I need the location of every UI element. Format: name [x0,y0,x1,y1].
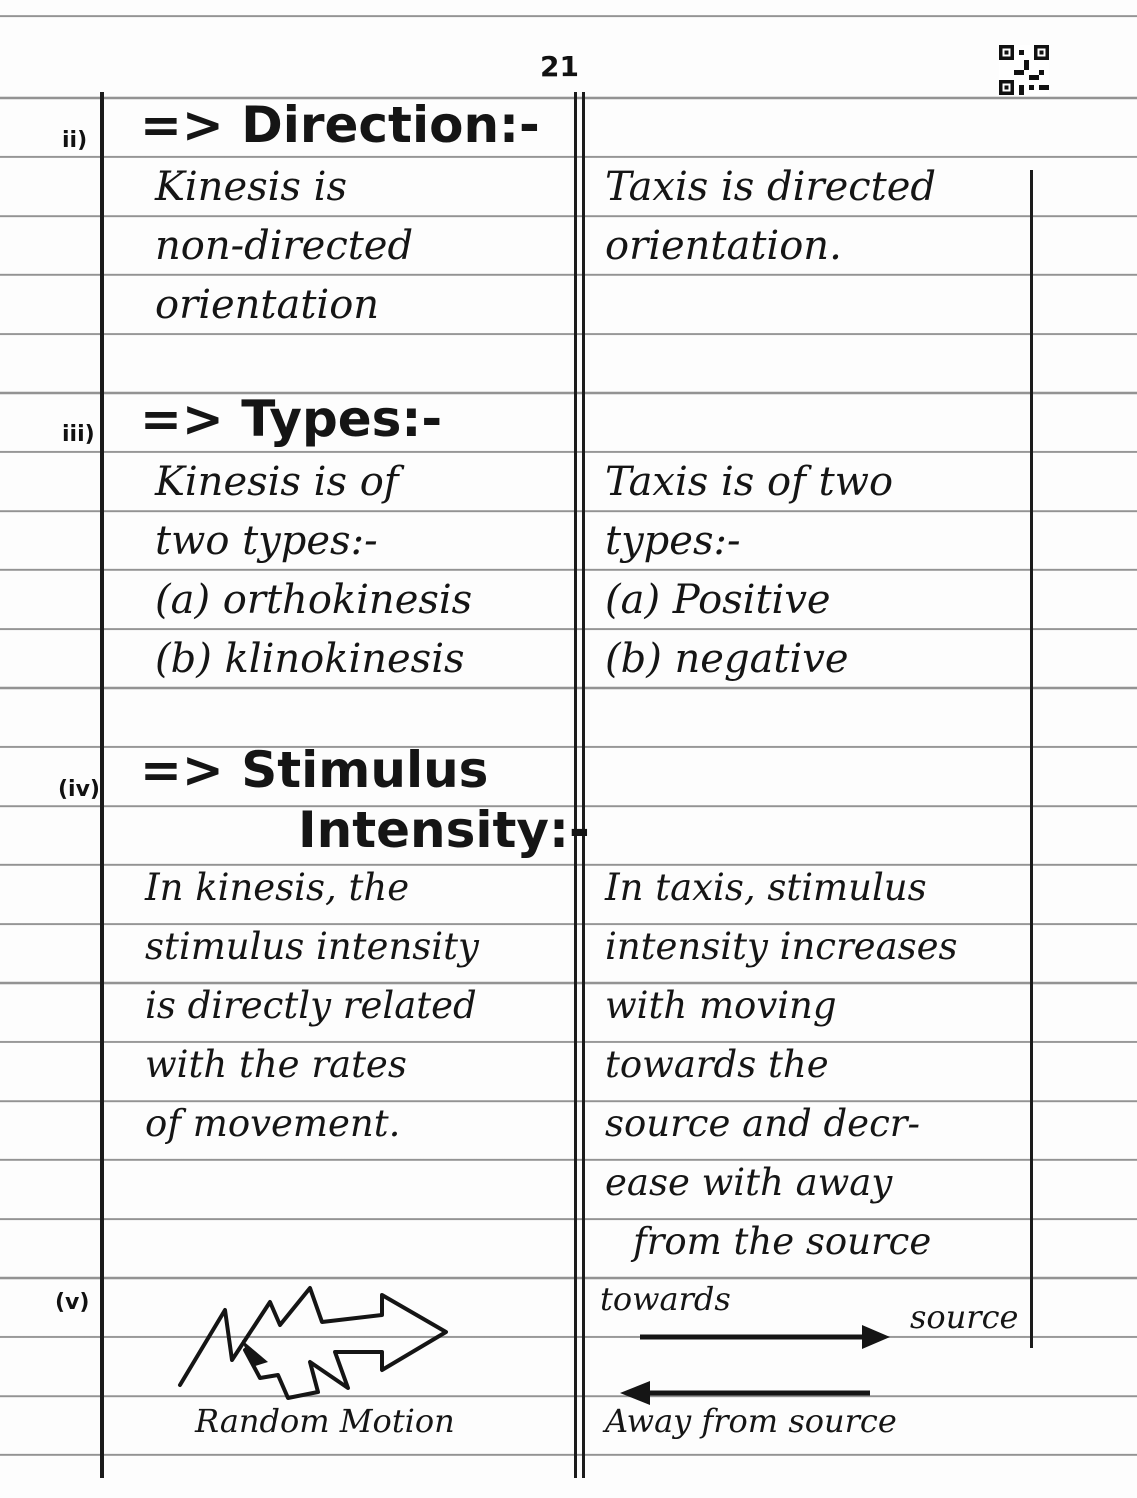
section-number: (v) [55,1290,90,1315]
qr-code-icon [999,45,1049,95]
source-label: source [910,1298,1019,1336]
section-number: ii) [62,128,88,153]
taxis-text: In taxis, stimulus intensity increases with moving towards the source and decr- ease with away from the source [605,866,958,1263]
kinesis-text: Kinesis is of two types:- (a) orthokinesis (b) klinokinesis [155,459,473,682]
section-heading: => Direction:- [140,96,540,154]
right-margin-rule [1030,170,1033,1348]
taxis-text: Taxis is directed orientation. [605,164,936,269]
left-margin-rule [100,92,104,1478]
random-motion-arrow-drawing [170,1280,470,1410]
towards-label: towards [600,1280,731,1318]
away-from-source-label: Away from source [605,1402,897,1440]
kinesis-text: In kinesis, the stimulus intensity is directly related with the rates of movement. [145,866,479,1145]
towards-source-arrow [640,1322,900,1352]
section-number: (iv) [58,777,100,802]
section-heading: => Types:- [140,390,443,448]
taxis-text: Taxis is of two types:- (a) Positive (b) negative [605,459,894,682]
section-number: iii) [62,422,95,447]
kinesis-text: Kinesis is non-directed orientation [155,164,414,328]
page-number: 21 [540,50,579,83]
section-heading: => Stimulus Intensity:- [140,741,590,859]
random-motion-caption: Random Motion [195,1402,455,1440]
